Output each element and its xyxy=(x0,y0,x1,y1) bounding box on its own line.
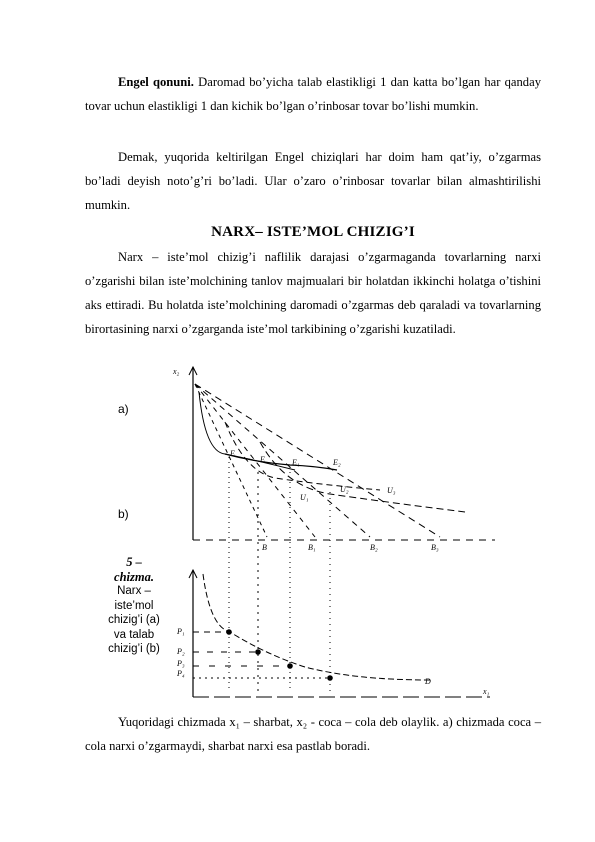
engel-law-text: Daromad bo’yicha talab elastikligi 1 dan katta bo’lgan har qanday tovar uchun elastikligi 1 dan kichik bo’lgan o’rinbosar tovar bo’lishi mumkin. xyxy=(85,75,541,113)
figure-caption xyxy=(106,555,162,657)
engel-law-term: Engel qonuni. xyxy=(118,75,194,89)
label-demand: D xyxy=(425,677,431,686)
figure-caption-text: Narx – iste’mol chizig’i (a) va talab chizig’i (b) xyxy=(108,585,160,655)
paragraph-figure-explanation: Yuqoridagi chizmada x₁ – sharbat, x₂ - coca – cola deb olaylik. a) chizmada coca – cola narxi o’zgarmaydi, sharbat narxi esa pastlab boradi. xyxy=(85,715,541,753)
paragraph-engel-law xyxy=(85,70,541,118)
paragraph-definition: Narx – iste’mol chizig’i naflilik darajasi o’zgarmaganda tovarlarning narxi o’zgarishi bilan iste’molchining tanlov majmualari bir holatdan ikkinchi holatga o’tishini aks ettiradi. Bu holatda iste’molchining daromadi o’zgarmas deb qaraladi va tovarlarning birortasining narxi o’zgarganda iste’mol tarkibining o’zgarishi kuzatiladi. xyxy=(85,250,541,336)
label-u1: U₁ xyxy=(300,493,309,502)
demand-point-2 xyxy=(255,649,261,655)
label-u3: U₃ xyxy=(387,486,396,495)
label-e1: E₁ xyxy=(292,458,300,467)
figure-label-b: b) xyxy=(118,507,129,521)
label-u2: U₂ xyxy=(340,485,349,494)
figure-caption-number: 5 – chizma. xyxy=(114,555,154,584)
demand-point-4 xyxy=(327,675,333,681)
label-b3: B₃ xyxy=(431,543,439,552)
label-p3: P₃ xyxy=(177,659,185,668)
indifference-curve-3 xyxy=(260,442,465,512)
label-b2: B₂ xyxy=(370,543,378,552)
label-e-1: E xyxy=(230,449,235,458)
axis-label-x1: x₁ xyxy=(483,687,490,696)
label-b: B xyxy=(262,543,267,552)
figure-label-a: a) xyxy=(118,402,129,416)
label-p2: P₂ xyxy=(177,647,185,656)
demand-point-3 xyxy=(287,663,293,669)
section-heading: NARX– ISTE’MOL CHIZIG’I xyxy=(211,224,415,240)
price-consumption-figure xyxy=(165,362,510,712)
paragraph-conclusion: Demak, yuqorida keltirilgan Engel chiziqlari har doim ham qat’iy, o’zgarmas bo’ladi deyish noto’g’ri bo’ladi. Ular o’zaro o’rinbosar tovarlar bilan almashtirilishi mumkin. xyxy=(85,150,541,212)
label-e2: E₂ xyxy=(333,458,341,467)
label-p1: P₁ xyxy=(177,627,185,636)
label-p4: P₄ xyxy=(177,669,185,678)
demand-curve xyxy=(203,574,430,680)
indifference-curve-2 xyxy=(225,422,380,490)
label-b1: B₁ xyxy=(308,543,316,552)
demand-point-1 xyxy=(226,629,232,635)
label-e-2: E xyxy=(260,455,265,464)
budget-line-b2 xyxy=(195,384,370,537)
budget-line-b3 xyxy=(195,384,440,537)
axis-label-x2: x₂ xyxy=(173,367,180,376)
